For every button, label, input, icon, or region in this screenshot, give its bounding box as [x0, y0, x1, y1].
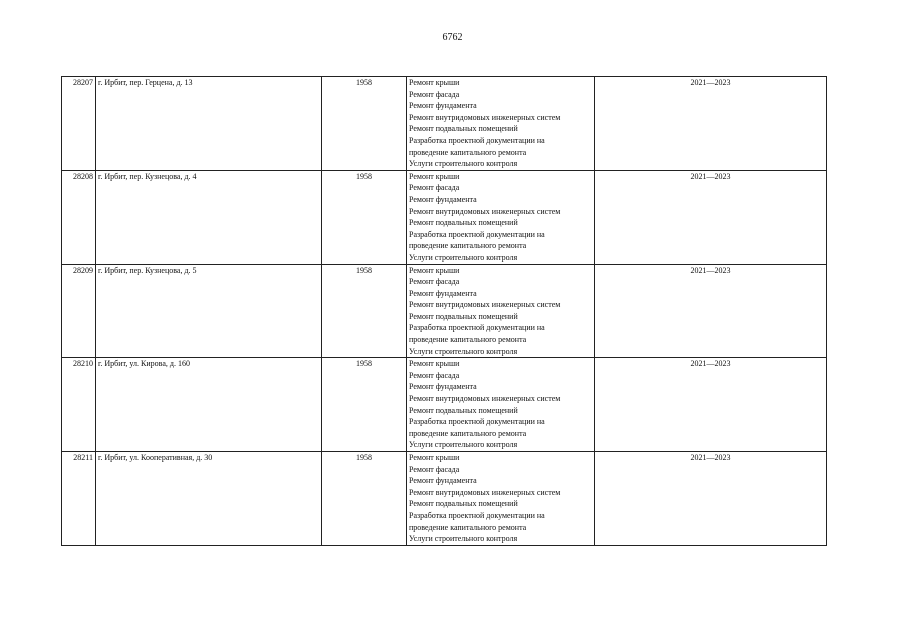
work-item: Ремонт внутридомовых инженерных систем [409, 300, 561, 310]
work-item: Ремонт крыши [409, 265, 460, 275]
work-item: Разработка проектной документации на [409, 510, 545, 520]
work-item: Ремонт внутридомовых инженерных систем [409, 394, 561, 404]
table-row [62, 452, 827, 546]
work-item: Ремонт внутридомовых инженерных систем [409, 487, 561, 497]
work-item: Ремонт подвальных помещений [409, 311, 518, 321]
work-item: Услуги строительного контроля [409, 534, 518, 544]
row-period: 2021—2023 [595, 77, 827, 171]
work-item: проведение капитального ремонта [409, 335, 527, 345]
work-item: Ремонт фасада [409, 464, 460, 474]
row-period: 2021—2023 [595, 452, 827, 546]
work-item: Ремонт фасада [409, 89, 460, 99]
work-item: Ремонт внутридомовых инженерных систем [409, 112, 561, 122]
row-address: г. Ирбит, пер. Кузнецова, д. 4 [96, 170, 322, 264]
work-item: Разработка проектной документации на [409, 417, 545, 427]
row-number: 28208 [62, 170, 96, 264]
work-item: Ремонт фундамента [409, 288, 477, 298]
work-item: Ремонт подвальных помещений [409, 405, 518, 415]
work-item: Ремонт фасада [409, 370, 460, 380]
work-item: проведение капитального ремонта [409, 522, 527, 532]
table-row [62, 358, 827, 452]
row-year: 1958 [322, 358, 407, 452]
work-item: Ремонт крыши [409, 171, 460, 181]
work-item: Ремонт фундамента [409, 476, 477, 486]
work-item: Ремонт подвальных помещений [409, 218, 518, 228]
row-number: 28211 [62, 452, 96, 546]
row-works [407, 452, 595, 546]
row-works [407, 264, 595, 358]
work-item: Ремонт подвальных помещений [409, 499, 518, 509]
work-item: Услуги строительного контроля [409, 159, 518, 169]
work-item: Ремонт фасада [409, 183, 460, 193]
work-item: Услуги строительного контроля [409, 252, 518, 262]
row-address: г. Ирбит, ул. Кирова, д. 160 [96, 358, 322, 452]
page-number: 6762 [442, 32, 463, 43]
work-item: Разработка проектной документации на [409, 135, 545, 145]
work-item: Разработка проектной документации на [409, 323, 545, 333]
row-period: 2021—2023 [595, 170, 827, 264]
work-item: Ремонт крыши [409, 453, 460, 462]
work-item: Ремонт фундамента [409, 101, 477, 111]
work-item: Ремонт подвальных помещений [409, 124, 518, 134]
table-row [62, 170, 827, 264]
work-item: Ремонт внутридомовых инженерных систем [409, 206, 561, 216]
work-item: проведение капитального ремонта [409, 428, 527, 438]
work-item: Услуги строительного контроля [409, 440, 518, 450]
row-year: 1958 [322, 264, 407, 358]
row-period: 2021—2023 [595, 264, 827, 358]
work-item: Ремонт крыши [409, 78, 460, 87]
work-item: Разработка проектной документации на [409, 229, 545, 239]
work-item: Ремонт фасада [409, 277, 460, 287]
row-year: 1958 [322, 452, 407, 546]
row-address: г. Ирбит, пер. Кузнецова, д. 5 [96, 264, 322, 358]
row-works [407, 170, 595, 264]
row-number: 28210 [62, 358, 96, 452]
row-year: 1958 [322, 170, 407, 264]
table-row [62, 77, 827, 171]
work-item: проведение капитального ремонта [409, 147, 527, 157]
work-item: Услуги строительного контроля [409, 346, 518, 356]
row-address: г. Ирбит, пер. Герцена, д. 13 [96, 77, 322, 171]
row-year: 1958 [322, 77, 407, 171]
work-item: Ремонт крыши [409, 359, 460, 369]
row-number: 28207 [62, 77, 96, 171]
row-works [407, 77, 595, 171]
row-works [407, 358, 595, 452]
row-number: 28209 [62, 264, 96, 358]
row-address: г. Ирбит, ул. Кооперативная, д. 30 [96, 452, 322, 546]
registry-table-body [62, 77, 827, 546]
work-item: Ремонт фундамента [409, 194, 477, 204]
registry-table [61, 76, 827, 546]
work-item: проведение капитального ремонта [409, 241, 527, 251]
row-period: 2021—2023 [595, 358, 827, 452]
work-item: Ремонт фундамента [409, 382, 477, 392]
table-row [62, 264, 827, 358]
